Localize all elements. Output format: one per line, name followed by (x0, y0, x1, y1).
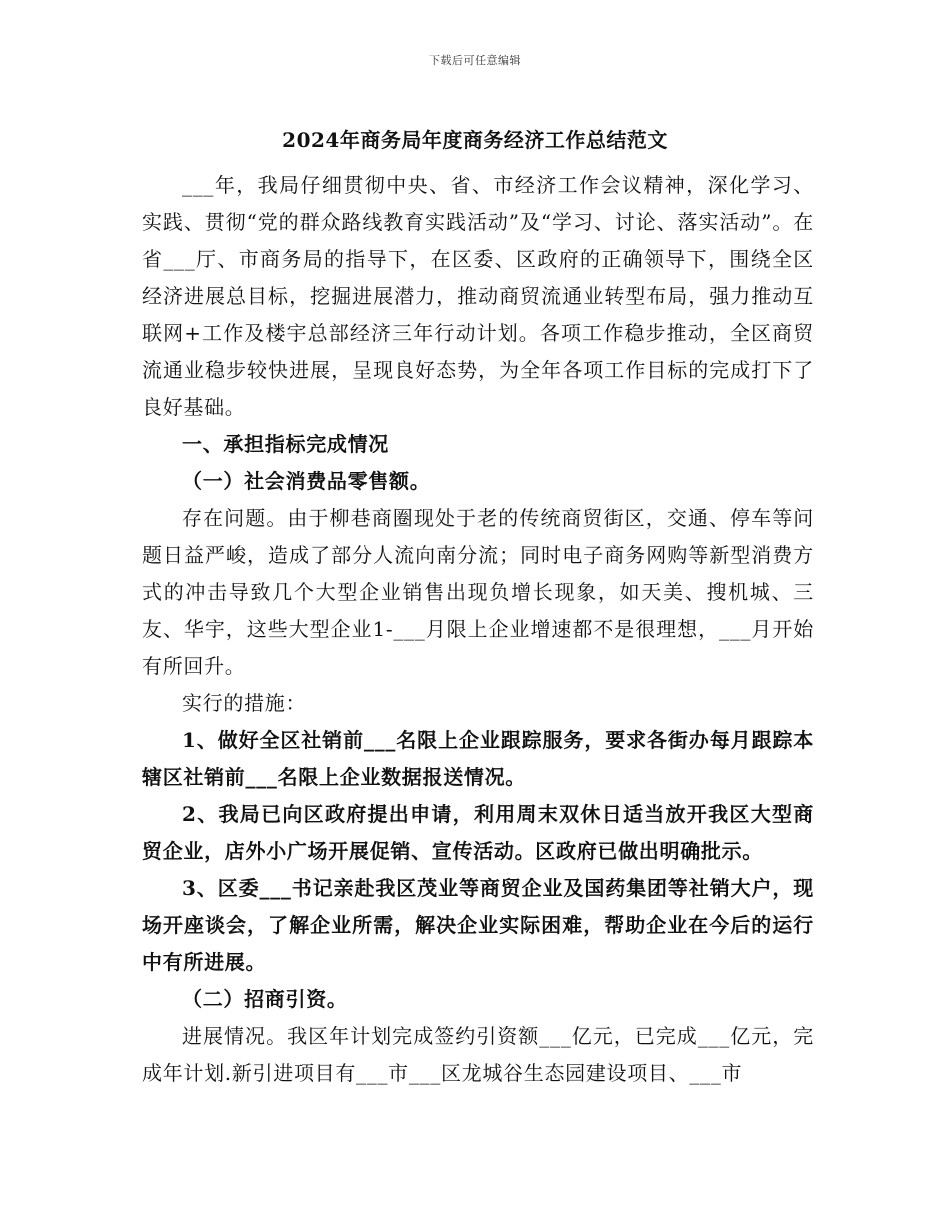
measure-item-2: 2、我局已向区政府提出申请，利用周末双休日适当放开我区大型商贸企业，店外小广场开展促销、宣传活动。区政府已做出明确批示。 (142, 802, 814, 863)
subsection-heading-investment: （二）招商引资。 (182, 987, 348, 1011)
problems-paragraph: 存在问题。由于柳巷商圈现处于老的传统商贸街区，交通、停车等问题日益严峻，造成了部分人流向南分流；同时电子商务网购等新型消费方式的冲击导致几个大型企业销售出现负增长现象，如天美、搜机城、三友、华宇，这些大型企业1-___月限上企业增速都不是很理想，___月开始有所回升。 (142, 506, 814, 678)
measures-label: 实行的措施： (182, 691, 307, 715)
section-heading: 一、承担指标完成情况 (182, 432, 389, 456)
progress-paragraph: 进展情况。我区年计划完成签约引资额___亿元，已完成___亿元，完成年计划.新引进项目有___市___区龙城谷生态园建设项目、___市 (142, 1024, 814, 1085)
measure-item-3: 3、区委___书记亲赴我区茂业等商贸企业及国药集团等社销大户，现场开座谈会，了解企业所需，解决企业实际困难，帮助企业在今后的运行中有所进展。 (142, 876, 814, 974)
subsection-heading-retail: （一）社会消费品零售额。 (182, 469, 431, 493)
document-body (142, 167, 814, 1092)
document-title: 2024年商务局年度商务经济工作总结范文 (282, 128, 668, 152)
intro-paragraph: ___年，我局仔细贯彻中央、省、市经济工作会议精神，深化学习、实践、贯彻“党的群众路线教育实践活动”及“学习、讨论、落实活动”。在省___厅、市商务局的指导下，在区委、区政府的正确领导下，围绕全区经济进展总目标，挖掘进展潜力，推动商贸流通业转型布局，强力推动互联网+工作及楼宇总部经济三年行动计划。各项工作稳步推动，全区商贸流通业稳步较快进展，呈现良好态势，为全年各项工作目标的完成打下了良好基础。 (142, 173, 814, 419)
header-note: 下载后可任意编辑 (429, 54, 521, 67)
measure-item-1: 1、做好全区社销前___名限上企业跟踪服务，要求各街办每月跟踪本辖区社销前___名限上企业数据报送情况。 (142, 728, 814, 789)
